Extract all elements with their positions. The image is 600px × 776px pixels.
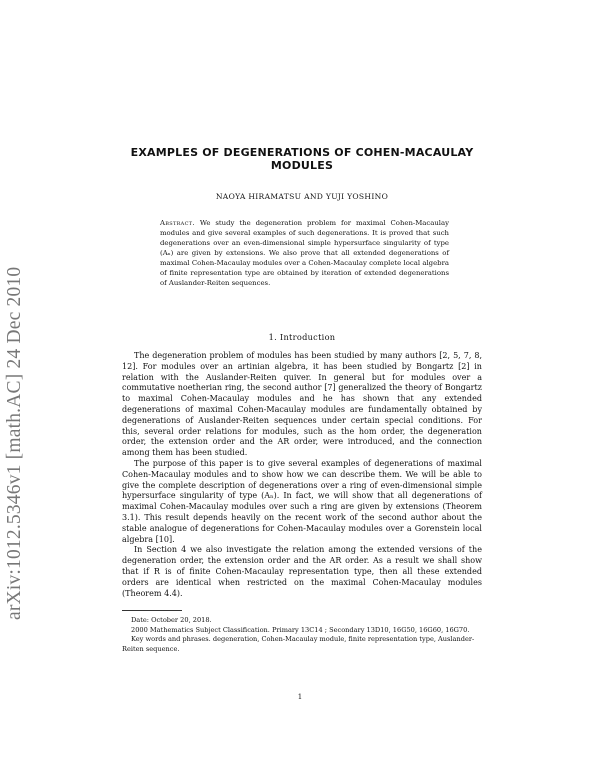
footnotes <box>122 610 482 655</box>
paper-body <box>122 146 482 599</box>
abstract-text: We study the degeneration problem for maximal Cohen-Macaulay modules and give several examples of such degenerations. It is proved that such degenerations over an even-dimensional simple hypersurface singularity of type (Aₙ) are given by extensions. We also prove that all extended degenerations of maximal Cohen-Macaulay modules over a Cohen-Macaulay complete local algebra of finite representation type are obtained by iteration of extended degenerations of Auslander-Reiten sequences. <box>160 219 450 287</box>
title-line-2: MODULES <box>270 159 334 172</box>
abstract-label: Abstract. <box>160 219 195 227</box>
abstract <box>160 218 449 288</box>
introduction-text <box>122 351 482 599</box>
paragraph: In Section 4 we also investigate the relation among the extended versions of the degeneration order, the extension order and the AR order. As a result we shall show that if R is of finite Cohen-Macaulay representation type, then all these extended orders are identical when restricted on the maximal Cohen-Macaulay modules (Theorem 4.4). <box>122 545 482 598</box>
paragraph: The degeneration problem of modules has been studied by many authors [2, 5, 7, 8, 12]. For modules over an artinian algebra, it has been studied by Bongartz [2] in relation with the Auslander-Reiten quiver. In general but for modules over a commutative noetherian ring, the second author [7] generalized the theory of Bongartz to maximal Cohen-Macaulay modules and he has shown that any extended degenerations of maximal Cohen-Macaulay modules are fundamentally obtained by degenerations of Auslander-Reiten sequences under certain special conditions. For this, several order relations for modules, such as the hom order, the degeneration order, the extension order and the AR order, were introduced, and the connection among them has been studied. <box>122 351 482 458</box>
paper-title <box>122 146 482 172</box>
arxiv-identifier: arXiv:1012.5346v1 [math.AC] 24 Dec 2010 <box>4 266 25 620</box>
footnote-rule <box>122 610 182 611</box>
authors: NAOYA HIRAMATSU AND YUJI YOSHINO <box>215 192 389 201</box>
footnote-date: Date: October 20, 2018. <box>131 616 212 624</box>
page-number: 1 <box>297 693 303 701</box>
footnote-msc: 2000 Mathematics Subject Classification. Primary 13C14 ; Secondary 13D10, 16G50, 16G60, 16G70. <box>131 625 470 634</box>
paragraph: The purpose of this paper is to give several examples of degenerations of maximal Cohen-Macaulay modules and to show how we can describe them. We will be able to give the complete description of degenerations over a ring of even-dimensional simple hypersurface singularity of type (Aₙ). In fact, we will show that all degenerations of maximal Cohen-Macaulay modules over such a ring are given by extensions (Theorem 3.1). This result depends heavily on the recent work of the second author about the stable analogue of degenerations for Cohen-Macaulay modules over a Gorenstein local algebra [10]. <box>122 458 482 544</box>
footnote-keywords: Key words and phrases. degeneration, Cohen-Macaulay module, finite representation type, Auslander-Reiten sequence. <box>122 635 475 654</box>
section-heading: 1. Introduction <box>268 332 336 342</box>
title-line-1: EXAMPLES OF DEGENERATIONS OF COHEN-MACAULAY <box>130 146 474 159</box>
